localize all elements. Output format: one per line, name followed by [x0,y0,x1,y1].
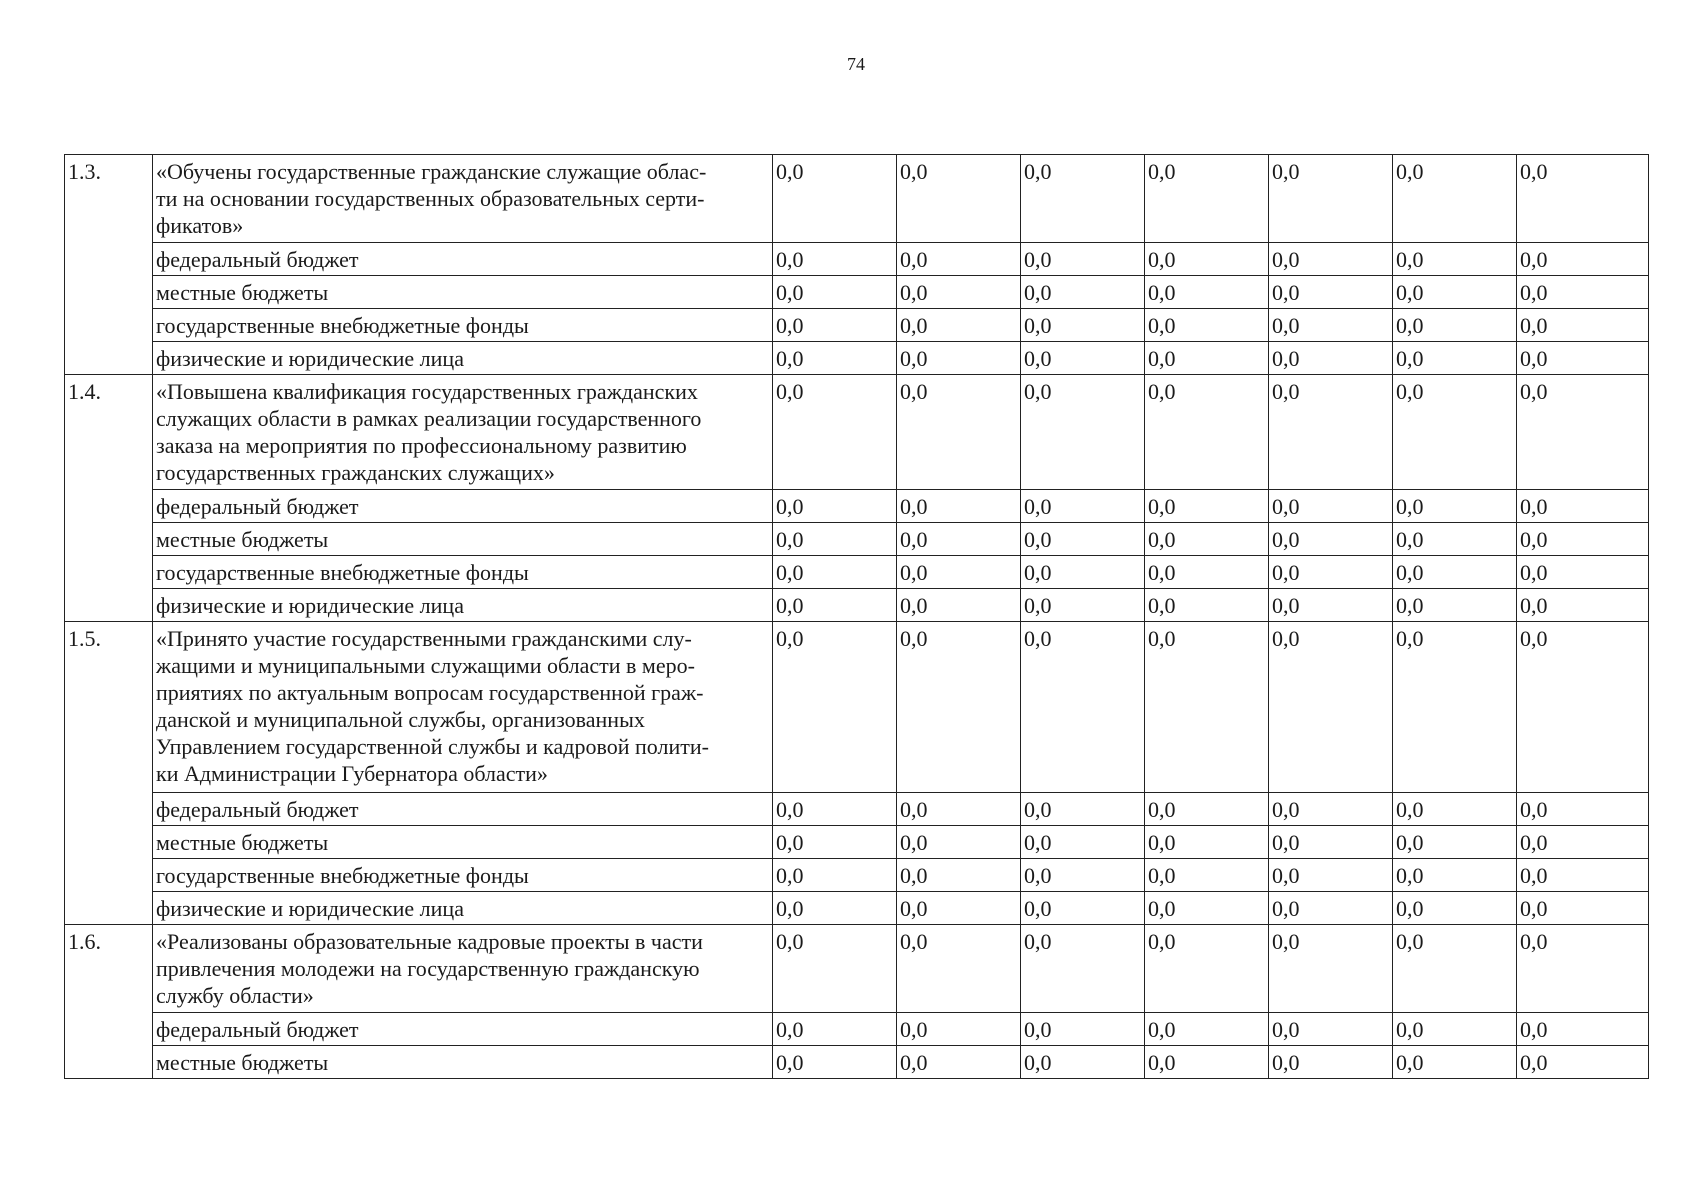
value-cell: 0,0 [1517,556,1649,589]
page-number: 74 [847,54,865,74]
section-title-row [65,622,1649,793]
value-cell: 0,0 [897,342,1021,375]
value-cell: 0,0 [1393,243,1517,276]
value-cell: 0,0 [1269,1046,1393,1079]
value-cell: 0,0 [1269,276,1393,309]
section-title-line: данской и муниципальной службы, организованных [156,707,645,732]
funding-row [65,859,1649,892]
value-cell: 0,0 [897,490,1021,523]
funding-source-label: физические и юридические лица [153,589,773,622]
value-cell: 0,0 [1145,375,1269,490]
value-cell: 0,0 [1269,859,1393,892]
value-cell: 0,0 [1145,342,1269,375]
section-title-line: заказа на мероприятия по профессиональному развитию [156,433,687,458]
value-cell: 0,0 [1269,622,1393,793]
value-cell: 0,0 [773,342,897,375]
value-cell: 0,0 [1393,523,1517,556]
value-cell: 0,0 [1021,556,1145,589]
value-cell: 0,0 [1269,556,1393,589]
section-title-row [65,155,1649,243]
value-cell: 0,0 [773,155,897,243]
value-cell: 0,0 [897,375,1021,490]
funding-source-label: федеральный бюджет [153,1013,773,1046]
value-cell: 0,0 [1021,892,1145,925]
table-body [65,155,1649,1079]
value-cell: 0,0 [1393,375,1517,490]
value-cell: 0,0 [773,375,897,490]
value-cell: 0,0 [1517,309,1649,342]
funding-source-label: государственные внебюджетные фонды [153,859,773,892]
funding-source-label: местные бюджеты [153,826,773,859]
value-cell: 0,0 [1269,589,1393,622]
value-cell: 0,0 [1269,925,1393,1013]
value-cell: 0,0 [1021,490,1145,523]
funding-source-label: федеральный бюджет [153,490,773,523]
value-cell: 0,0 [1393,925,1517,1013]
value-cell: 0,0 [773,622,897,793]
funding-source-label: местные бюджеты [153,1046,773,1079]
funding-source-label: федеральный бюджет [153,793,773,826]
value-cell: 0,0 [1145,859,1269,892]
funding-row [65,826,1649,859]
value-cell: 0,0 [1145,1013,1269,1046]
value-cell: 0,0 [1145,155,1269,243]
value-cell: 0,0 [897,826,1021,859]
value-cell: 0,0 [897,859,1021,892]
value-cell: 0,0 [773,243,897,276]
value-cell: 0,0 [1145,490,1269,523]
value-cell: 0,0 [773,276,897,309]
funding-row [65,1013,1649,1046]
value-cell: 0,0 [1021,375,1145,490]
value-cell: 0,0 [1393,1013,1517,1046]
value-cell: 0,0 [897,793,1021,826]
section-title-line: «Повышена квалификация государственных гражданских [156,379,698,404]
value-cell: 0,0 [1393,276,1517,309]
funding-row [65,276,1649,309]
value-cell: 0,0 [1393,309,1517,342]
value-cell: 0,0 [1517,523,1649,556]
value-cell: 0,0 [1021,309,1145,342]
value-cell: 0,0 [1517,1046,1649,1079]
value-cell: 0,0 [1269,892,1393,925]
section-title-line: приятиях по актуальным вопросам государственной граж- [156,680,704,705]
value-cell: 0,0 [1269,793,1393,826]
section-title-line: жащими и муниципальными служащими области в меро- [156,653,695,678]
funding-source-label: местные бюджеты [153,523,773,556]
budget-table [64,154,1649,1079]
value-cell: 0,0 [1021,342,1145,375]
funding-source-label: государственные внебюджетные фонды [153,556,773,589]
value-cell: 0,0 [773,589,897,622]
section-title-line: служащих области в рамках реализации государственного [156,406,702,431]
value-cell: 0,0 [1145,793,1269,826]
funding-row [65,243,1649,276]
value-cell: 0,0 [1393,622,1517,793]
section-title [153,375,773,490]
value-cell: 0,0 [1145,556,1269,589]
funding-row [65,1046,1649,1079]
value-cell: 0,0 [1021,925,1145,1013]
value-cell: 0,0 [1145,589,1269,622]
value-cell: 0,0 [1517,155,1649,243]
value-cell: 0,0 [897,309,1021,342]
value-cell: 0,0 [1517,892,1649,925]
value-cell: 0,0 [897,523,1021,556]
value-cell: 0,0 [1517,342,1649,375]
funding-row [65,556,1649,589]
value-cell: 0,0 [1517,793,1649,826]
section-title-line: ти на основании государственных образовательных серти- [156,186,705,211]
value-cell: 0,0 [1021,826,1145,859]
section-title-line: фикатов» [156,213,244,238]
value-cell: 0,0 [1517,276,1649,309]
value-cell: 0,0 [1021,276,1145,309]
value-cell: 0,0 [1145,523,1269,556]
value-cell: 0,0 [1145,1046,1269,1079]
value-cell: 0,0 [1021,622,1145,793]
funding-source-label: физические и юридические лица [153,342,773,375]
value-cell: 0,0 [773,1046,897,1079]
value-cell: 0,0 [1269,1013,1393,1046]
value-cell: 0,0 [1393,490,1517,523]
value-cell: 0,0 [897,1046,1021,1079]
section-title-line: службу области» [156,983,314,1008]
section-title-line: «Принято участие государственными гражданскими слу- [156,626,692,651]
value-cell: 0,0 [1269,490,1393,523]
value-cell: 0,0 [773,859,897,892]
section-title [153,622,773,793]
funding-row [65,793,1649,826]
section-title-line: «Реализованы образовательные кадровые проекты в части [156,929,703,954]
value-cell: 0,0 [1517,622,1649,793]
section-number: 1.3. [65,155,153,375]
value-cell: 0,0 [1145,276,1269,309]
section-title-line: ки Администрации Губернатора области» [156,761,548,786]
value-cell: 0,0 [773,826,897,859]
value-cell: 0,0 [1145,622,1269,793]
section-title-line: государственных гражданских служащих» [156,460,555,485]
value-cell: 0,0 [897,276,1021,309]
value-cell: 0,0 [1517,375,1649,490]
value-cell: 0,0 [1517,243,1649,276]
value-cell: 0,0 [1517,925,1649,1013]
value-cell: 0,0 [1021,589,1145,622]
section-number: 1.5. [65,622,153,925]
value-cell: 0,0 [773,556,897,589]
value-cell: 0,0 [1021,1013,1145,1046]
value-cell: 0,0 [897,589,1021,622]
value-cell: 0,0 [1517,826,1649,859]
value-cell: 0,0 [1021,793,1145,826]
value-cell: 0,0 [1393,859,1517,892]
funding-row [65,892,1649,925]
value-cell: 0,0 [1269,309,1393,342]
value-cell: 0,0 [1517,589,1649,622]
value-cell: 0,0 [1145,243,1269,276]
value-cell: 0,0 [1393,155,1517,243]
funding-source-label: физические и юридические лица [153,892,773,925]
value-cell: 0,0 [1269,826,1393,859]
section-title [153,155,773,243]
value-cell: 0,0 [773,523,897,556]
funding-row [65,523,1649,556]
value-cell: 0,0 [1393,589,1517,622]
value-cell: 0,0 [1269,155,1393,243]
section-number: 1.6. [65,925,153,1079]
funding-source-label: федеральный бюджет [153,243,773,276]
value-cell: 0,0 [897,925,1021,1013]
value-cell: 0,0 [897,155,1021,243]
value-cell: 0,0 [1021,523,1145,556]
value-cell: 0,0 [1269,243,1393,276]
value-cell: 0,0 [1269,375,1393,490]
value-cell: 0,0 [1393,892,1517,925]
value-cell: 0,0 [1145,826,1269,859]
value-cell: 0,0 [773,793,897,826]
value-cell: 0,0 [773,309,897,342]
value-cell: 0,0 [1269,523,1393,556]
value-cell: 0,0 [1145,892,1269,925]
value-cell: 0,0 [1393,342,1517,375]
value-cell: 0,0 [773,892,897,925]
value-cell: 0,0 [897,622,1021,793]
funding-row [65,490,1649,523]
funding-row [65,342,1649,375]
section-number: 1.4. [65,375,153,622]
value-cell: 0,0 [1145,309,1269,342]
value-cell: 0,0 [1269,342,1393,375]
value-cell: 0,0 [773,925,897,1013]
value-cell: 0,0 [1393,556,1517,589]
value-cell: 0,0 [897,556,1021,589]
value-cell: 0,0 [897,243,1021,276]
value-cell: 0,0 [897,892,1021,925]
funding-row [65,309,1649,342]
value-cell: 0,0 [1517,1013,1649,1046]
value-cell: 0,0 [1393,793,1517,826]
value-cell: 0,0 [1145,925,1269,1013]
funding-row [65,589,1649,622]
value-cell: 0,0 [1393,1046,1517,1079]
value-cell: 0,0 [1021,1046,1145,1079]
section-title [153,925,773,1013]
section-title-row [65,925,1649,1013]
section-title-row [65,375,1649,490]
section-title-line: Управлением государственной службы и кадровой полити- [156,734,709,759]
value-cell: 0,0 [1021,155,1145,243]
value-cell: 0,0 [1517,490,1649,523]
value-cell: 0,0 [1393,826,1517,859]
value-cell: 0,0 [897,1013,1021,1046]
value-cell: 0,0 [1021,859,1145,892]
funding-source-label: государственные внебюджетные фонды [153,309,773,342]
value-cell: 0,0 [1021,243,1145,276]
value-cell: 0,0 [773,1013,897,1046]
section-title-line: привлечения молодежи на государственную гражданскую [156,956,700,981]
section-title-line: «Обучены государственные гражданские служащие облас- [156,159,707,184]
funding-source-label: местные бюджеты [153,276,773,309]
value-cell: 0,0 [1517,859,1649,892]
value-cell: 0,0 [773,490,897,523]
